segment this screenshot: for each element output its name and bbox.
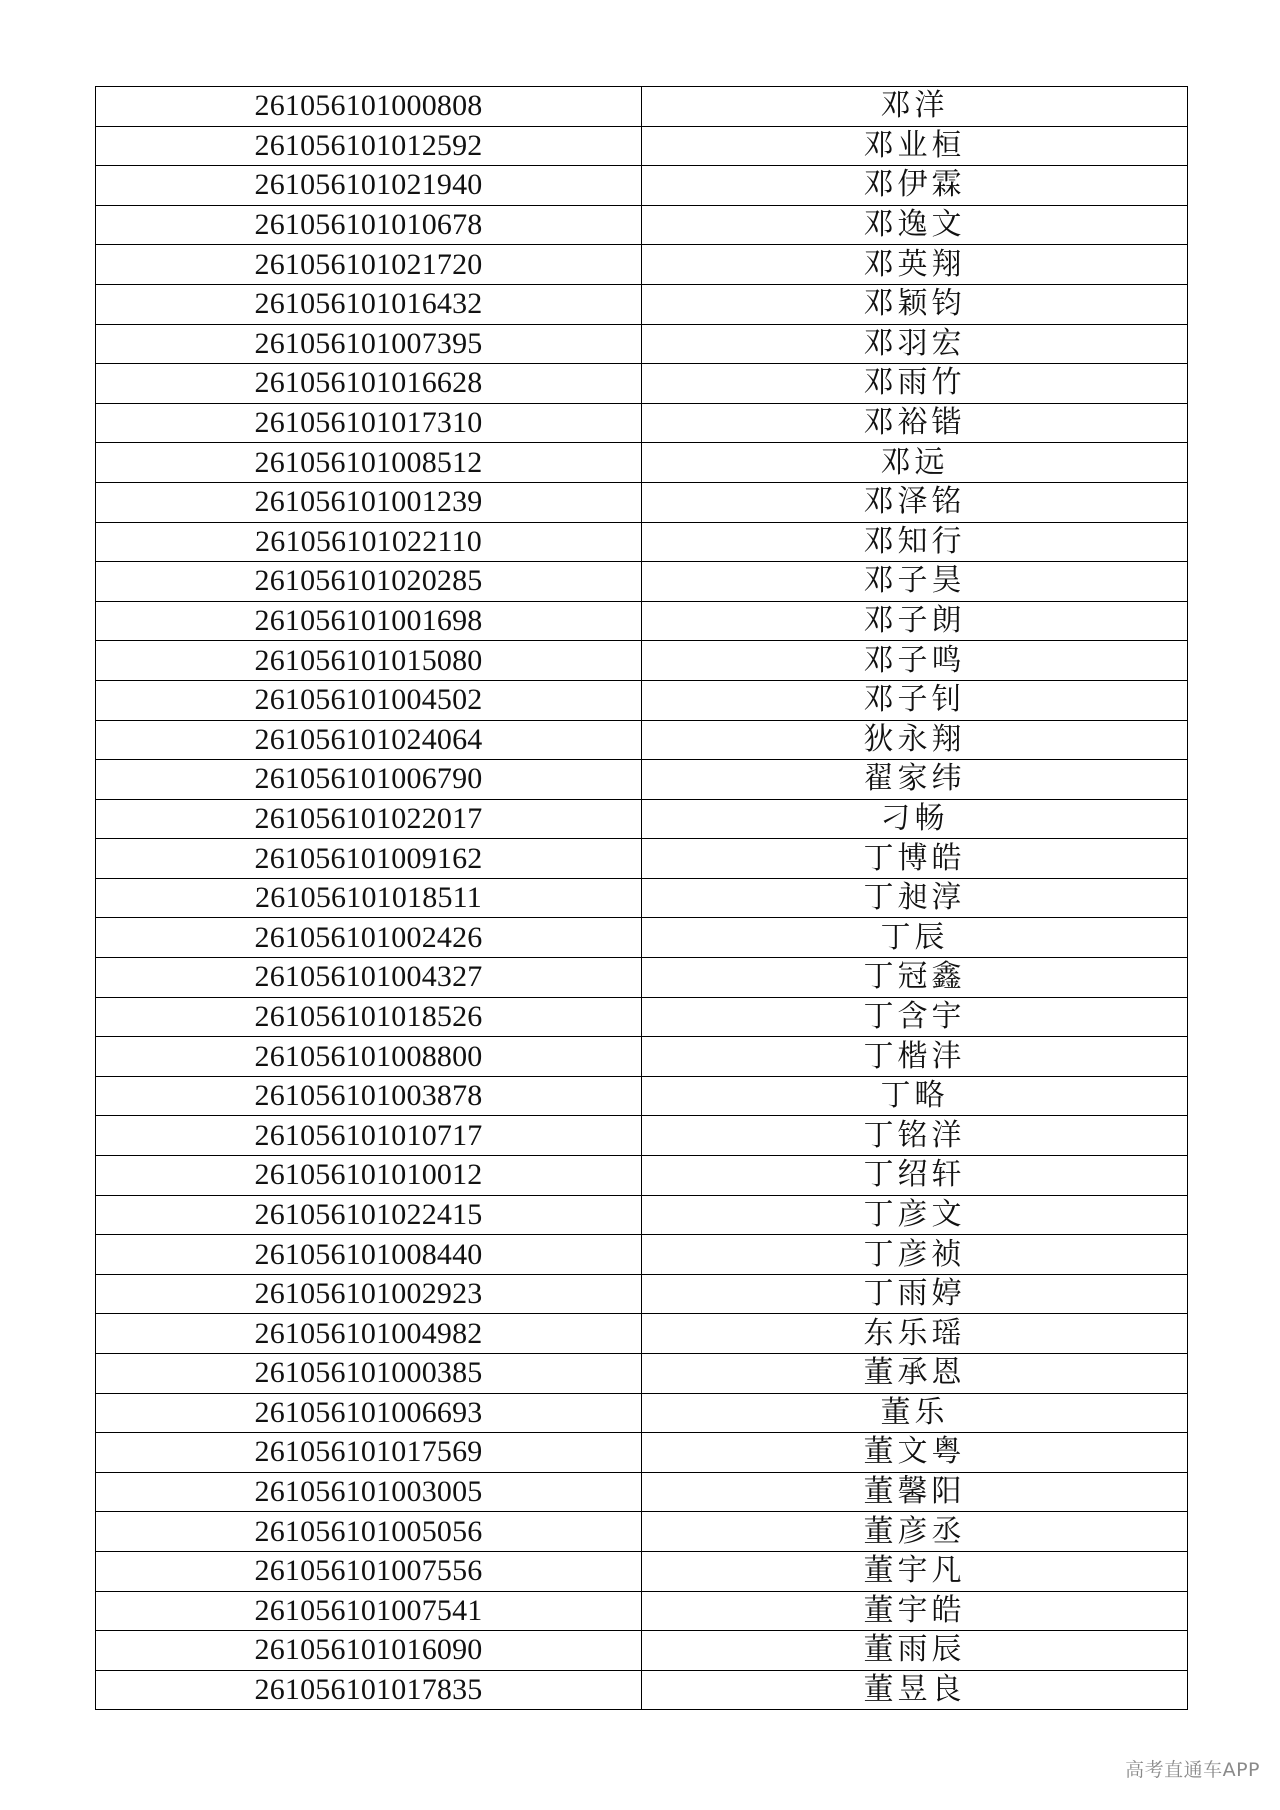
candidate-id-cell: 261056101024064 [96, 720, 642, 760]
candidate-id-cell: 261056101006790 [96, 760, 642, 800]
table-row [96, 1433, 1188, 1473]
candidate-id-cell: 261056101001698 [96, 601, 642, 641]
candidate-id-cell: 261056101017310 [96, 403, 642, 443]
table-row [96, 205, 1188, 245]
candidate-name-cell: 邓雨竹 [642, 364, 1188, 404]
candidate-name-cell: 董彦丞 [642, 1512, 1188, 1552]
table-row [96, 1195, 1188, 1235]
table-row [96, 443, 1188, 483]
candidate-name-cell: 翟家纬 [642, 760, 1188, 800]
table-row [96, 166, 1188, 206]
table-row [96, 403, 1188, 443]
candidate-id-cell: 261056101002923 [96, 1274, 642, 1314]
candidate-id-cell: 261056101021940 [96, 166, 642, 206]
app-watermark: 高考直通车APP [1125, 1759, 1260, 1781]
candidate-id-cell: 261056101020285 [96, 562, 642, 602]
candidate-name-cell: 邓子鸣 [642, 641, 1188, 681]
candidate-name-cell: 邓英翔 [642, 245, 1188, 285]
table-row [96, 1274, 1188, 1314]
table-row [96, 878, 1188, 918]
candidate-name-cell: 东乐瑶 [642, 1314, 1188, 1354]
candidate-name-cell: 丁绍轩 [642, 1156, 1188, 1196]
table-row [96, 1512, 1188, 1552]
table-row [96, 364, 1188, 404]
table-row [96, 680, 1188, 720]
candidate-id-cell: 261056101002426 [96, 918, 642, 958]
candidate-table-body [96, 87, 1188, 1710]
candidate-name-cell: 邓伊霖 [642, 166, 1188, 206]
candidate-name-cell: 丁雨婷 [642, 1274, 1188, 1314]
table-row [96, 720, 1188, 760]
table-row [96, 245, 1188, 285]
candidate-id-cell: 261056101007556 [96, 1551, 642, 1591]
candidate-name-cell: 董宇皓 [642, 1591, 1188, 1631]
candidate-name-cell: 丁铭洋 [642, 1116, 1188, 1156]
table-row [96, 958, 1188, 998]
table-row [96, 1354, 1188, 1394]
table-row [96, 324, 1188, 364]
table-row [96, 601, 1188, 641]
candidate-id-cell: 261056101004982 [96, 1314, 642, 1354]
candidate-name-cell: 董乐 [642, 1393, 1188, 1433]
table-row [96, 1235, 1188, 1275]
candidate-id-cell: 261056101004502 [96, 680, 642, 720]
candidate-id-cell: 261056101007541 [96, 1591, 642, 1631]
candidate-id-cell: 261056101000808 [96, 87, 642, 127]
candidate-id-cell: 261056101004327 [96, 958, 642, 998]
candidate-id-cell: 261056101018511 [96, 878, 642, 918]
candidate-id-cell: 261056101006693 [96, 1393, 642, 1433]
candidate-id-cell: 261056101016432 [96, 284, 642, 324]
candidate-name-cell: 丁辰 [642, 918, 1188, 958]
candidate-name-cell: 丁昶淳 [642, 878, 1188, 918]
table-row [96, 1670, 1188, 1710]
candidate-name-cell: 董文粤 [642, 1433, 1188, 1473]
candidate-name-cell: 邓裕锴 [642, 403, 1188, 443]
candidate-name-cell: 董馨阳 [642, 1472, 1188, 1512]
candidate-id-cell: 261056101000385 [96, 1354, 642, 1394]
table-row [96, 562, 1188, 602]
table-row [96, 1076, 1188, 1116]
table-row [96, 997, 1188, 1037]
candidate-name-cell: 邓泽铭 [642, 482, 1188, 522]
candidate-name-cell: 丁彦祯 [642, 1235, 1188, 1275]
table-row [96, 284, 1188, 324]
table-row [96, 1393, 1188, 1433]
candidate-name-cell: 丁楷沣 [642, 1037, 1188, 1077]
table-row [96, 522, 1188, 562]
table-row [96, 1472, 1188, 1512]
candidate-name-cell: 邓羽宏 [642, 324, 1188, 364]
candidate-id-cell: 261056101018526 [96, 997, 642, 1037]
candidate-id-cell: 261056101015080 [96, 641, 642, 681]
candidate-name-cell: 丁博皓 [642, 839, 1188, 879]
candidate-name-cell: 邓子钊 [642, 680, 1188, 720]
table-row [96, 1314, 1188, 1354]
candidate-name-cell: 邓子昊 [642, 562, 1188, 602]
candidate-name-cell: 刁畅 [642, 799, 1188, 839]
candidate-id-cell: 261056101021720 [96, 245, 642, 285]
candidate-id-cell: 261056101005056 [96, 1512, 642, 1552]
candidate-id-cell: 261056101008512 [96, 443, 642, 483]
table-row [96, 482, 1188, 522]
candidate-id-cell: 261056101022110 [96, 522, 642, 562]
candidate-id-cell: 261056101017569 [96, 1433, 642, 1473]
candidate-id-cell: 261056101003005 [96, 1472, 642, 1512]
candidate-name-cell: 邓业桓 [642, 126, 1188, 166]
table-row [96, 1551, 1188, 1591]
candidate-id-cell: 261056101007395 [96, 324, 642, 364]
table-row [96, 641, 1188, 681]
candidate-id-cell: 261056101003878 [96, 1076, 642, 1116]
candidate-name-cell: 丁含宇 [642, 997, 1188, 1037]
candidate-id-cell: 261056101016628 [96, 364, 642, 404]
candidate-table [95, 86, 1188, 1710]
table-row [96, 1116, 1188, 1156]
table-row [96, 760, 1188, 800]
candidate-name-cell: 丁略 [642, 1076, 1188, 1116]
candidate-id-cell: 261056101022415 [96, 1195, 642, 1235]
candidate-name-cell: 狄永翔 [642, 720, 1188, 760]
candidate-name-cell: 邓洋 [642, 87, 1188, 127]
candidate-id-cell: 261056101017835 [96, 1670, 642, 1710]
candidate-name-cell: 董承恩 [642, 1354, 1188, 1394]
candidate-name-cell: 董宇凡 [642, 1551, 1188, 1591]
table-row [96, 918, 1188, 958]
candidate-name-cell: 邓知行 [642, 522, 1188, 562]
table-row [96, 1037, 1188, 1077]
candidate-name-cell: 丁彦文 [642, 1195, 1188, 1235]
candidate-name-cell: 邓颖钧 [642, 284, 1188, 324]
candidate-id-cell: 261056101022017 [96, 799, 642, 839]
table-row [96, 1156, 1188, 1196]
table-row [96, 1591, 1188, 1631]
candidate-id-cell: 261056101010678 [96, 205, 642, 245]
candidate-id-cell: 261056101008440 [96, 1235, 642, 1275]
candidate-id-cell: 261056101012592 [96, 126, 642, 166]
candidate-name-cell: 邓远 [642, 443, 1188, 483]
table-row [96, 839, 1188, 879]
candidate-name-cell: 董雨辰 [642, 1631, 1188, 1671]
table-row [96, 799, 1188, 839]
table-row [96, 126, 1188, 166]
candidate-name-cell: 邓逸文 [642, 205, 1188, 245]
candidate-id-cell: 261056101008800 [96, 1037, 642, 1077]
candidate-id-cell: 261056101009162 [96, 839, 642, 879]
candidate-id-cell: 261056101010012 [96, 1156, 642, 1196]
table-row [96, 1631, 1188, 1671]
candidate-name-cell: 董昱良 [642, 1670, 1188, 1710]
candidate-id-cell: 261056101016090 [96, 1631, 642, 1671]
candidate-name-cell: 丁冠鑫 [642, 958, 1188, 998]
candidate-name-cell: 邓子朗 [642, 601, 1188, 641]
candidate-id-cell: 261056101010717 [96, 1116, 642, 1156]
table-row [96, 87, 1188, 127]
candidate-id-cell: 261056101001239 [96, 482, 642, 522]
